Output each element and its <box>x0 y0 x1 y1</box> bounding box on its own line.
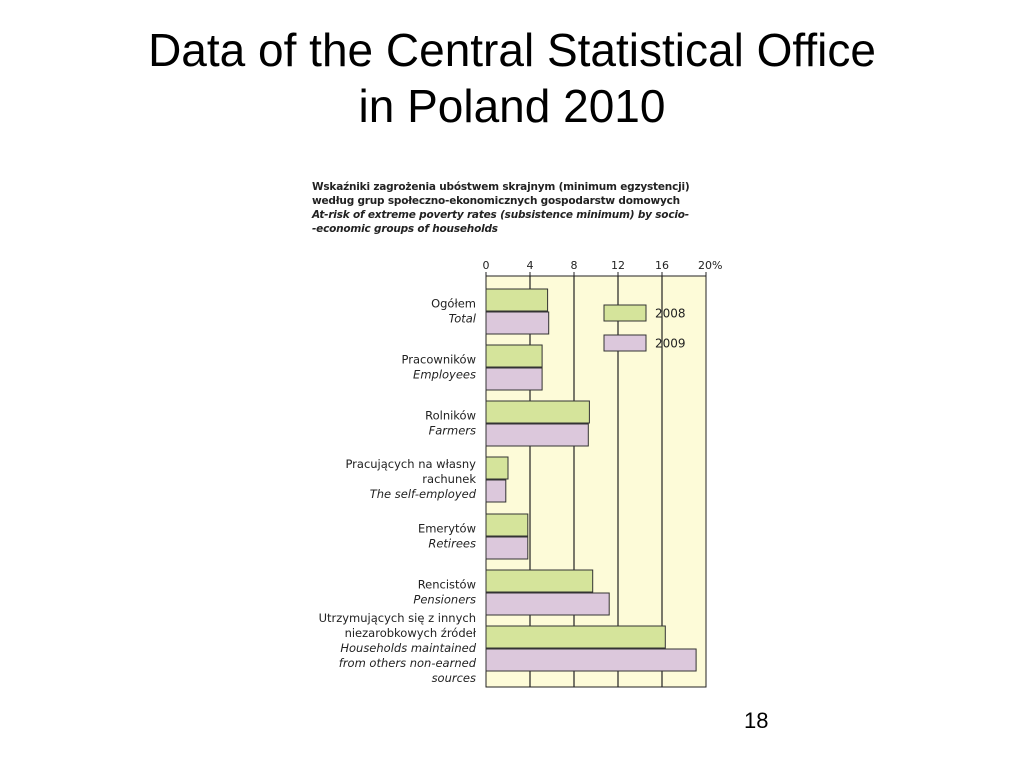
chart-title-en-line-1: At-risk of extreme poverty rates (subsistence minimum) by socio- <box>312 209 689 221</box>
page-number: 18 <box>744 708 769 733</box>
bar-2009 <box>486 312 549 334</box>
x-tick-label: 4 <box>526 259 534 272</box>
bar-2009 <box>486 593 609 615</box>
x-tick-label: 8 <box>570 259 578 272</box>
category-label-pl: Pracujących na własny <box>345 457 476 471</box>
category-label-en: Households maintained <box>340 641 476 655</box>
category-label-en: Retirees <box>428 536 476 551</box>
bar-2009 <box>486 649 696 671</box>
bar-2008 <box>486 626 665 648</box>
category-label-en: from others non-earned <box>338 656 476 670</box>
slide-title-line-1: Data of the Central Statistical Office <box>148 24 876 76</box>
chart-title-pl-line-2: według grup społeczno-ekonomicznych gospodarstw domowych <box>312 195 680 207</box>
category-label-pl: Pracowników <box>401 352 476 367</box>
bar-2008 <box>486 401 589 423</box>
category-label-en: The self-employed <box>369 487 476 501</box>
category-label-pl: Emerytów <box>417 521 476 536</box>
x-tick-label: 20% <box>698 259 723 272</box>
x-tick-label: 12 <box>611 259 625 272</box>
category-label-pl: niezarobkowych źródeł <box>344 626 476 640</box>
category-label-pl: Utrzymujących się z innych <box>318 611 476 625</box>
bar-2008 <box>486 289 548 311</box>
legend-swatch-2009 <box>604 335 646 351</box>
bar-2009 <box>486 480 506 502</box>
bar-2009 <box>486 368 542 390</box>
category-label-pl: rachunek <box>422 472 476 486</box>
category-label-en: Pensioners <box>413 592 476 607</box>
bar-2008 <box>486 457 508 479</box>
category-label-en: Farmers <box>428 423 476 438</box>
x-tick-label: 16 <box>655 259 669 272</box>
legend-label-2009: 2009 <box>655 336 686 351</box>
chart-title-pl-line-1: Wskaźniki zagrożenia ubóstwem skrajnym (minimum egzystencji) <box>312 181 690 193</box>
category-label-en: Total <box>448 311 476 326</box>
legend-swatch-2008 <box>604 305 646 321</box>
x-tick-label: 0 <box>482 259 490 272</box>
category-label-en: sources <box>431 671 476 685</box>
bar-2008 <box>486 345 542 367</box>
category-label-pl: Rolników <box>425 408 476 423</box>
chart-title-en-line-2: -economic groups of households <box>312 223 498 235</box>
bar-2008 <box>486 514 528 536</box>
bar-2008 <box>486 570 593 592</box>
legend-label-2008: 2008 <box>655 306 686 321</box>
category-label-pl: Rencistów <box>417 577 476 592</box>
slide-title-line-2: in Poland 2010 <box>358 80 666 132</box>
bar-2009 <box>486 424 588 446</box>
category-label-en: Employees <box>413 367 476 382</box>
bar-2009 <box>486 537 528 559</box>
category-label-pl: Ogółem <box>431 296 476 311</box>
